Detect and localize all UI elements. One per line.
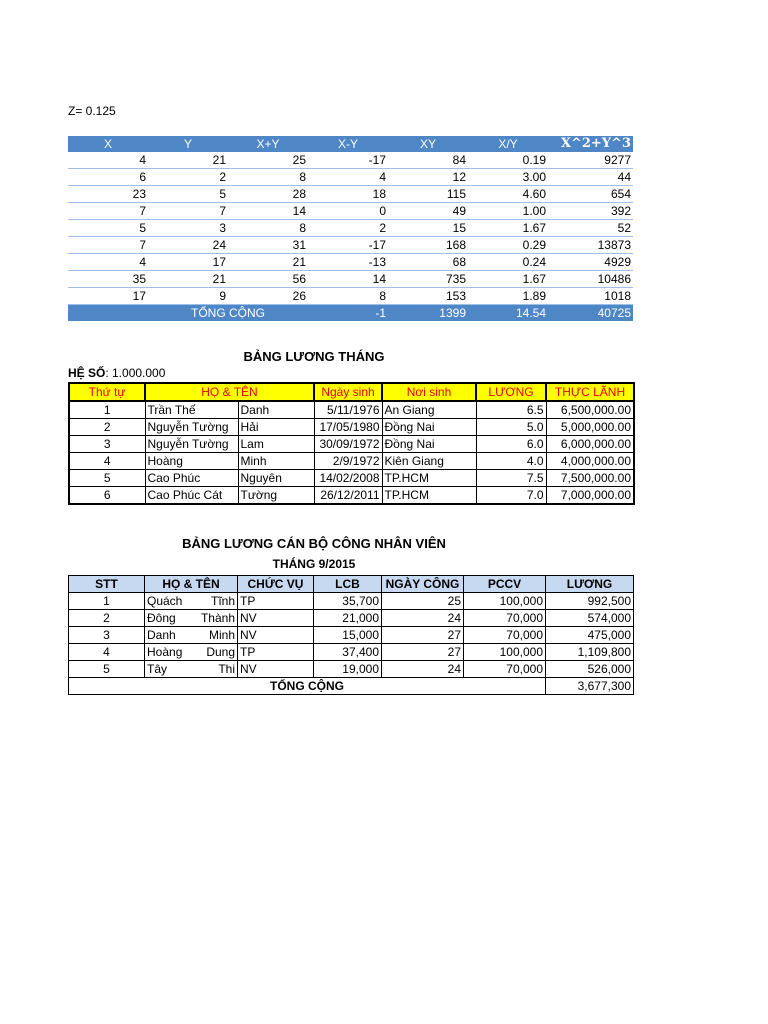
table-cell[interactable]: 14 xyxy=(308,271,388,288)
z-value-text: Z= 0.125 xyxy=(68,104,116,118)
table-cell[interactable]: Nguyễn Tường xyxy=(145,436,238,453)
table-cell[interactable]: 2 xyxy=(308,220,388,237)
table-cell[interactable]: Cao Phúc xyxy=(145,470,238,487)
col-header-fullname[interactable]: HỌ & TÊN xyxy=(145,576,238,593)
table-row xyxy=(68,220,633,237)
table-cell[interactable]: An Giang xyxy=(382,401,476,419)
staff-salary-table xyxy=(68,575,634,695)
first-name: Tây xyxy=(147,662,168,676)
table-cell[interactable]: Nguyên xyxy=(238,470,314,487)
table-cell[interactable]: 5/11/1976 xyxy=(314,401,382,419)
table-cell[interactable]: 28 xyxy=(228,186,308,203)
table-cell[interactable]: -17 xyxy=(308,152,388,169)
first-name: Đông xyxy=(147,611,176,625)
table-cell[interactable]: 6.5 xyxy=(476,401,546,419)
table-cell[interactable]: Nguyễn Tường xyxy=(145,419,238,436)
table-cell[interactable]: 21 xyxy=(148,271,228,288)
table-cell[interactable]: 9 xyxy=(148,288,228,305)
table-cell[interactable]: 3 xyxy=(69,436,145,453)
name-cell[interactable] xyxy=(145,661,238,678)
table-cell[interactable]: 4 xyxy=(308,169,388,186)
table-cell[interactable]: 7.0 xyxy=(476,487,546,505)
table-cell[interactable]: 56 xyxy=(228,271,308,288)
table-row xyxy=(69,593,634,610)
total-label[interactable]: TỔNG CỘNG xyxy=(148,305,308,322)
table-cell[interactable]: 1 xyxy=(69,401,145,419)
total-row xyxy=(69,678,634,695)
table-cell[interactable]: -17 xyxy=(308,237,388,254)
table-cell[interactable]: 24 xyxy=(148,237,228,254)
table-cell[interactable]: 5 xyxy=(68,220,148,237)
col-header-birthdate[interactable]: Ngày sinh xyxy=(314,383,382,401)
col-header-order[interactable]: Thứ tự xyxy=(69,383,145,401)
staff-salary-subtitle: THÁNG 9/2015 xyxy=(272,557,356,571)
table-cell[interactable]: 27 xyxy=(382,644,464,661)
name-cell[interactable] xyxy=(145,627,238,644)
last-name: Thành xyxy=(200,611,235,625)
table-cell[interactable]: 526,000 xyxy=(546,661,634,678)
table-cell[interactable]: 7 xyxy=(148,203,228,220)
table-cell[interactable]: 392 xyxy=(548,203,633,220)
table-cell[interactable]: 31 xyxy=(228,237,308,254)
table-cell[interactable]: 2 xyxy=(69,610,145,627)
table-cell[interactable]: 7,500,000.00 xyxy=(546,470,634,487)
table-cell[interactable]: 21 xyxy=(148,152,228,169)
table-cell[interactable]: 2/9/1972 xyxy=(314,453,382,470)
table-cell[interactable]: 30/09/1972 xyxy=(314,436,382,453)
table-cell[interactable]: 23 xyxy=(68,186,148,203)
name-cell[interactable] xyxy=(145,593,238,610)
col-header-salary[interactable]: LƯƠNG xyxy=(546,576,634,593)
col-header-x-minus-y[interactable]: X-Y xyxy=(308,136,388,152)
table-cell[interactable]: 84 xyxy=(388,152,468,169)
table-cell[interactable]: 17 xyxy=(68,288,148,305)
table-cell[interactable]: 14/02/2008 xyxy=(314,470,382,487)
last-name: Minh xyxy=(208,628,235,642)
monthly-salary-title: BẢNG LƯƠNG THÁNG xyxy=(243,349,385,364)
table-cell[interactable]: 4 xyxy=(68,254,148,271)
table-cell[interactable]: 100,000 xyxy=(464,644,546,661)
table-cell[interactable]: Minh xyxy=(238,453,314,470)
first-name: Hoàng xyxy=(147,645,183,659)
table-cell[interactable]: 5 xyxy=(148,186,228,203)
table-cell[interactable]: 5,000,000.00 xyxy=(546,419,634,436)
table-cell[interactable]: 992,500 xyxy=(546,593,634,610)
table-row xyxy=(69,436,634,453)
coefficient-value: : 1.000.000 xyxy=(105,366,166,380)
table-cell[interactable]: 4929 xyxy=(548,254,633,271)
table-cell[interactable]: 35,700 xyxy=(314,593,382,610)
table-cell[interactable]: 1,109,800 xyxy=(546,644,634,661)
table-cell[interactable]: 100,000 xyxy=(464,593,546,610)
total-x-div-y[interactable]: 14.54 xyxy=(468,305,548,322)
table-cell[interactable]: 5.0 xyxy=(476,419,546,436)
table-header-row xyxy=(68,136,633,152)
coefficient-line xyxy=(68,366,165,380)
table-cell[interactable]: 654 xyxy=(548,186,633,203)
first-name: Danh xyxy=(147,628,176,642)
table-row xyxy=(68,169,633,186)
table-cell[interactable]: 25 xyxy=(228,152,308,169)
table-row xyxy=(68,186,633,203)
table-cell[interactable]: 6 xyxy=(69,487,145,505)
table-cell[interactable]: TP.HCM xyxy=(382,487,476,505)
table-cell[interactable]: 6.0 xyxy=(476,436,546,453)
table-cell[interactable]: NV xyxy=(238,661,314,678)
col-header-xy[interactable]: XY xyxy=(388,136,468,152)
table-row xyxy=(69,627,634,644)
table-cell[interactable]: 17/05/1980 xyxy=(314,419,382,436)
table-cell[interactable]: 68 xyxy=(388,254,468,271)
col-header-salary[interactable]: LƯƠNG xyxy=(476,383,546,401)
table-cell[interactable]: 70,000 xyxy=(464,627,546,644)
name-cell[interactable] xyxy=(145,610,238,627)
col-header-power[interactable]: X^2+Y^3 xyxy=(548,136,633,152)
table-cell[interactable]: Cao Phúc Cát xyxy=(145,487,238,505)
col-header-base-salary[interactable]: LCB xyxy=(314,576,382,593)
table-cell[interactable]: Lam xyxy=(238,436,314,453)
table-cell[interactable]: 9277 xyxy=(548,152,633,169)
table-cell[interactable]: 2 xyxy=(148,169,228,186)
table-row xyxy=(69,470,634,487)
table-cell[interactable]: 13873 xyxy=(548,237,633,254)
table-cell[interactable]: 44 xyxy=(548,169,633,186)
table-cell[interactable]: 168 xyxy=(388,237,468,254)
table-cell[interactable]: 4,000,000.00 xyxy=(546,453,634,470)
table-row xyxy=(68,152,633,169)
table-cell[interactable]: 7 xyxy=(68,203,148,220)
total-xy[interactable]: 1399 xyxy=(388,305,468,322)
table-row xyxy=(69,419,634,436)
table-cell[interactable]: 8 xyxy=(308,288,388,305)
table-cell[interactable]: 735 xyxy=(388,271,468,288)
table-cell[interactable]: 475,000 xyxy=(546,627,634,644)
table-cell[interactable]: 7,000,000.00 xyxy=(546,487,634,505)
table-cell[interactable]: Hải xyxy=(238,419,314,436)
table-cell[interactable]: 4 xyxy=(69,644,145,661)
table-cell[interactable]: Kiên Giang xyxy=(382,453,476,470)
table-cell[interactable]: 37,400 xyxy=(314,644,382,661)
first-name: Quách xyxy=(147,594,183,608)
table-cell[interactable]: 1018 xyxy=(548,288,633,305)
table-cell[interactable]: 12 xyxy=(388,169,468,186)
table-cell[interactable]: 15 xyxy=(388,220,468,237)
table-cell[interactable]: 6 xyxy=(68,169,148,186)
table-row xyxy=(69,453,634,470)
table-cell[interactable]: Đồng Nai xyxy=(382,419,476,436)
table-cell[interactable]: 70,000 xyxy=(464,661,546,678)
table-cell[interactable]: 3 xyxy=(69,627,145,644)
empty-cell[interactable] xyxy=(68,305,148,322)
col-header-y[interactable]: Y xyxy=(148,136,228,152)
table-cell[interactable]: 1.00 xyxy=(468,203,548,220)
table-cell[interactable]: 21 xyxy=(228,254,308,271)
table-cell[interactable]: 3.00 xyxy=(468,169,548,186)
col-header-birthplace[interactable]: Nơi sinh xyxy=(382,383,476,401)
table-cell[interactable]: 153 xyxy=(388,288,468,305)
table-cell[interactable]: 1.67 xyxy=(468,220,548,237)
table-cell[interactable]: Đồng Nai xyxy=(382,436,476,453)
monthly-salary-table xyxy=(68,382,635,505)
table-cell[interactable]: 24 xyxy=(382,610,464,627)
total-x-minus-y[interactable]: -1 xyxy=(308,305,388,322)
table-cell[interactable]: 70,000 xyxy=(464,610,546,627)
col-header-net-pay[interactable]: THỰC LÃNH xyxy=(546,383,634,401)
table-cell[interactable]: 8 xyxy=(228,169,308,186)
table-cell[interactable]: 49 xyxy=(388,203,468,220)
table-cell[interactable]: 2 xyxy=(69,419,145,436)
table-cell[interactable]: TP xyxy=(238,593,314,610)
table-cell[interactable]: NV xyxy=(238,610,314,627)
table-cell[interactable]: 10486 xyxy=(548,271,633,288)
name-cell[interactable] xyxy=(145,644,238,661)
table-cell[interactable]: 18 xyxy=(308,186,388,203)
table-cell[interactable]: 52 xyxy=(548,220,633,237)
coefficient-label: HỆ SỐ xyxy=(68,366,106,380)
xy-calc-table xyxy=(68,136,633,321)
table-cell[interactable]: TP.HCM xyxy=(382,470,476,487)
table-cell[interactable]: -13 xyxy=(308,254,388,271)
table-header-row xyxy=(69,576,634,593)
col-header-x-div-y[interactable]: X/Y xyxy=(468,136,548,152)
table-row xyxy=(69,401,634,419)
total-power[interactable]: 40725 xyxy=(548,305,633,322)
table-cell[interactable]: 574,000 xyxy=(546,610,634,627)
table-cell[interactable]: Danh xyxy=(238,401,314,419)
table-row xyxy=(68,288,633,305)
staff-salary-title: BẢNG LƯƠNG CÁN BỘ CÔNG NHÂN VIÊN xyxy=(182,536,446,551)
total-row xyxy=(68,305,633,322)
col-header-workdays[interactable]: NGÀY CÔNG xyxy=(382,576,464,593)
table-row xyxy=(69,661,634,678)
table-cell[interactable]: 7.5 xyxy=(476,470,546,487)
table-cell[interactable]: 1.67 xyxy=(468,271,548,288)
table-cell[interactable]: TP xyxy=(238,644,314,661)
table-cell[interactable]: 1 xyxy=(69,593,145,610)
table-row xyxy=(68,254,633,271)
table-cell[interactable]: 0.29 xyxy=(468,237,548,254)
table-cell[interactable]: 0.19 xyxy=(468,152,548,169)
table-row xyxy=(68,271,633,288)
table-cell[interactable]: 26/12/2011 xyxy=(314,487,382,505)
table-cell[interactable]: 3 xyxy=(148,220,228,237)
table-cell[interactable]: 15,000 xyxy=(314,627,382,644)
table-row xyxy=(68,203,633,220)
col-header-x[interactable]: X xyxy=(68,136,148,152)
last-name: Thi xyxy=(218,662,235,676)
col-header-stt[interactable]: STT xyxy=(69,576,145,593)
table-cell[interactable]: 26 xyxy=(228,288,308,305)
total-value[interactable]: 3,677,300 xyxy=(546,678,634,695)
col-header-fullname[interactable]: HỌ & TÊN xyxy=(145,383,314,401)
table-cell[interactable]: 35 xyxy=(68,271,148,288)
table-cell[interactable]: 6,000,000.00 xyxy=(546,436,634,453)
table-cell[interactable]: Tường xyxy=(238,487,314,505)
table-cell[interactable]: 1.89 xyxy=(468,288,548,305)
table-cell[interactable]: 21,000 xyxy=(314,610,382,627)
col-header-allowance[interactable]: PCCV xyxy=(464,576,546,593)
table-cell[interactable]: 115 xyxy=(388,186,468,203)
table-cell[interactable]: 24 xyxy=(382,661,464,678)
table-cell[interactable]: 7 xyxy=(68,237,148,254)
last-name: Tĩnh xyxy=(210,594,235,608)
table-cell[interactable]: 4.60 xyxy=(468,186,548,203)
table-cell[interactable]: 17 xyxy=(148,254,228,271)
table-cell[interactable]: 5 xyxy=(69,661,145,678)
table-cell[interactable]: Hoàng xyxy=(145,453,238,470)
table-cell[interactable]: 4.0 xyxy=(476,453,546,470)
table-row xyxy=(69,610,634,627)
table-row xyxy=(68,237,633,254)
table-cell[interactable]: 0.24 xyxy=(468,254,548,271)
table-cell[interactable]: 4 xyxy=(69,453,145,470)
table-row xyxy=(69,487,634,505)
table-cell[interactable]: 6,500,000.00 xyxy=(546,401,634,419)
table-cell[interactable]: 14 xyxy=(228,203,308,220)
total-label[interactable]: TỔNG CỘNG xyxy=(69,678,546,695)
table-cell[interactable]: 8 xyxy=(228,220,308,237)
table-cell[interactable]: Trần Thế xyxy=(145,401,238,419)
col-header-position[interactable]: CHỨC VỤ xyxy=(238,576,314,593)
table-cell[interactable]: 19,000 xyxy=(314,661,382,678)
table-cell[interactable]: 27 xyxy=(382,627,464,644)
table-cell[interactable]: 4 xyxy=(68,152,148,169)
table-row xyxy=(69,644,634,661)
table-cell[interactable]: NV xyxy=(238,627,314,644)
last-name: Dung xyxy=(206,645,235,659)
table-header-row xyxy=(69,383,634,401)
table-cell[interactable]: 5 xyxy=(69,470,145,487)
table-cell[interactable]: 25 xyxy=(382,593,464,610)
col-header-x-plus-y[interactable]: X+Y xyxy=(228,136,308,152)
table-cell[interactable]: 0 xyxy=(308,203,388,220)
